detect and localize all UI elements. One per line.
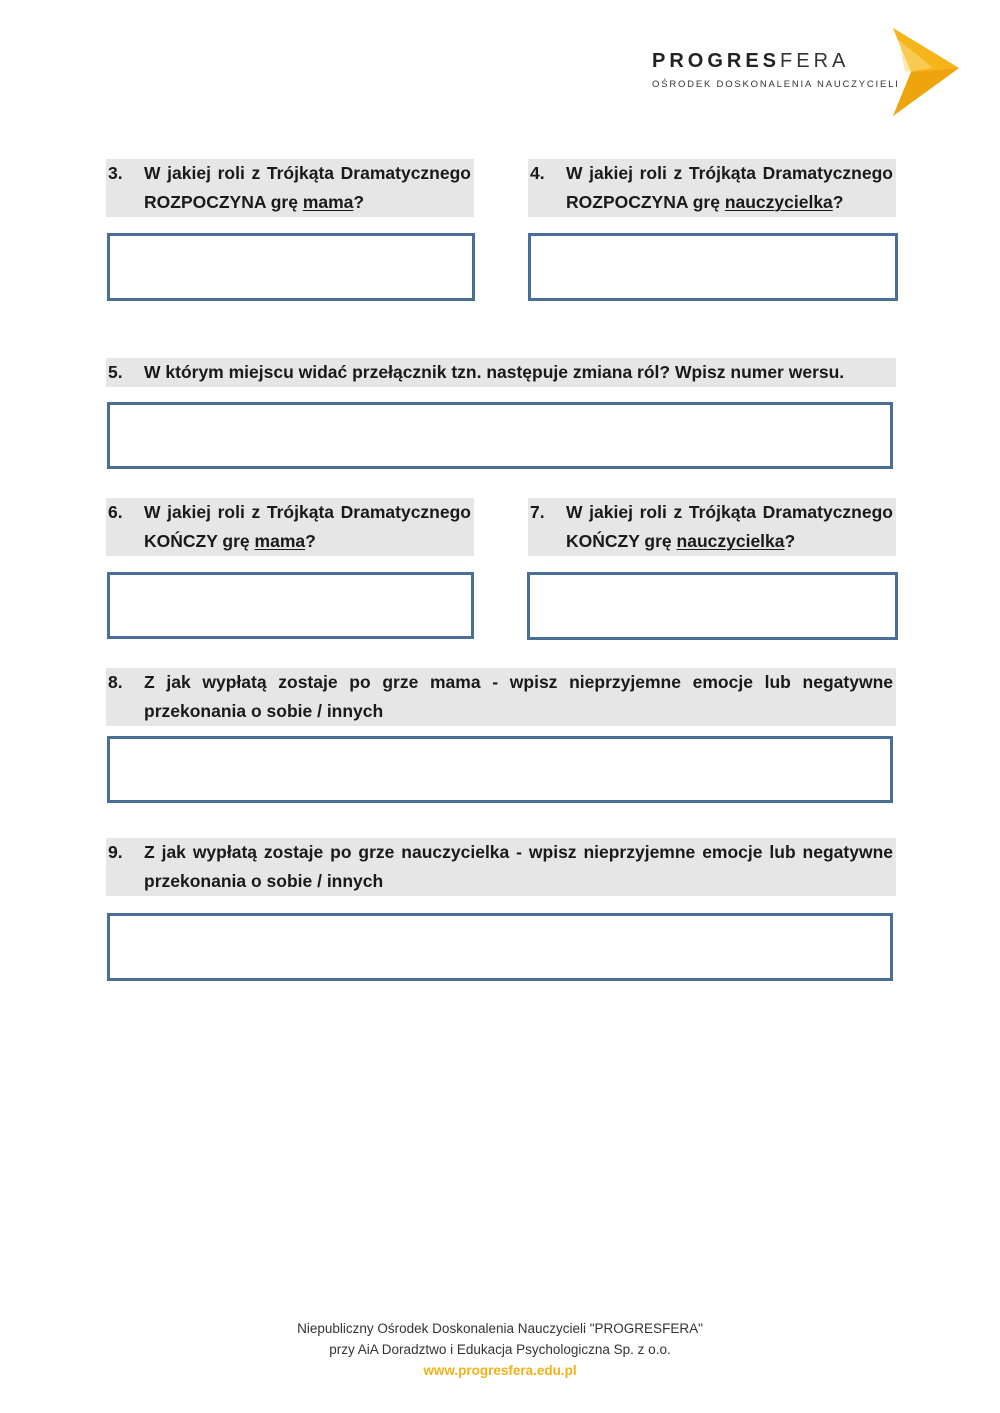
question-number: 8.: [108, 672, 123, 692]
answer-box-3[interactable]: [107, 233, 475, 301]
question-text: Z jak wypłatą zostaje po grze nauczycielka - wpisz nieprzyjemne emocje lub negatywne przekonania o sobie / innych: [144, 842, 893, 891]
brand-name-light: FERA: [780, 50, 850, 72]
question-subject: mama: [302, 192, 354, 212]
question-subject: nauczycielka: [724, 192, 833, 212]
question-5: [106, 358, 896, 387]
brand-logo: [650, 28, 960, 118]
question-7: [528, 498, 896, 556]
question-4: [528, 159, 896, 217]
footer-company: przy AiA Doradztwo i Edukacja Psychologiczna Sp. z o.o.: [329, 1342, 671, 1357]
question-number: 3.: [108, 163, 123, 183]
question-text: W jakiej roli z Trójkąta Dramatycznego ROZPOCZYNA grę mama?: [144, 163, 471, 212]
question-6: [106, 498, 474, 556]
question-number: 5.: [108, 362, 123, 382]
page-footer: [0, 1318, 1000, 1381]
footer-organization: Niepubliczny Ośrodek Doskonalenia Nauczycieli "PROGRESFERA": [297, 1321, 703, 1336]
question-number: 7.: [530, 502, 545, 522]
question-subject: mama: [254, 531, 306, 551]
answer-box-5[interactable]: [107, 402, 893, 469]
question-9: [106, 838, 896, 896]
question-text: Z jak wypłatą zostaje po grze mama - wpisz nieprzyjemne emocje lub negatywne przekonania o sobie / innych: [144, 672, 893, 721]
answer-box-9[interactable]: [107, 913, 893, 981]
question-number: 9.: [108, 842, 123, 862]
answer-box-4[interactable]: [528, 233, 898, 301]
question-3: [106, 159, 474, 217]
brand-name: [652, 50, 849, 73]
question-text: W jakiej roli z Trójkąta Dramatycznego KOŃCZY grę nauczycielka?: [566, 502, 893, 551]
brand-tagline: OŚRODEK DOSKONALENIA NAUCZYCIELI: [652, 79, 900, 90]
question-text: W jakiej roli z Trójkąta Dramatycznego KOŃCZY grę mama?: [144, 502, 471, 551]
answer-box-7[interactable]: [527, 572, 898, 640]
question-text: W którym miejscu widać przełącznik tzn. następuje zmiana ról? Wpisz numer wersu.: [144, 362, 845, 382]
answer-box-6[interactable]: [107, 572, 474, 639]
question-number: 6.: [108, 502, 123, 522]
brand-name-bold: PROGRES: [652, 50, 781, 72]
question-subject: nauczycielka: [676, 531, 785, 551]
answer-box-8[interactable]: [107, 736, 893, 803]
question-text: W jakiej roli z Trójkąta Dramatycznego ROZPOCZYNA grę nauczycielka?: [566, 163, 893, 212]
question-number: 4.: [530, 163, 545, 183]
footer-website-link[interactable]: www.progresfera.edu.pl: [423, 1363, 577, 1378]
question-8: [106, 668, 896, 726]
chevron-logo-icon: [893, 28, 959, 116]
